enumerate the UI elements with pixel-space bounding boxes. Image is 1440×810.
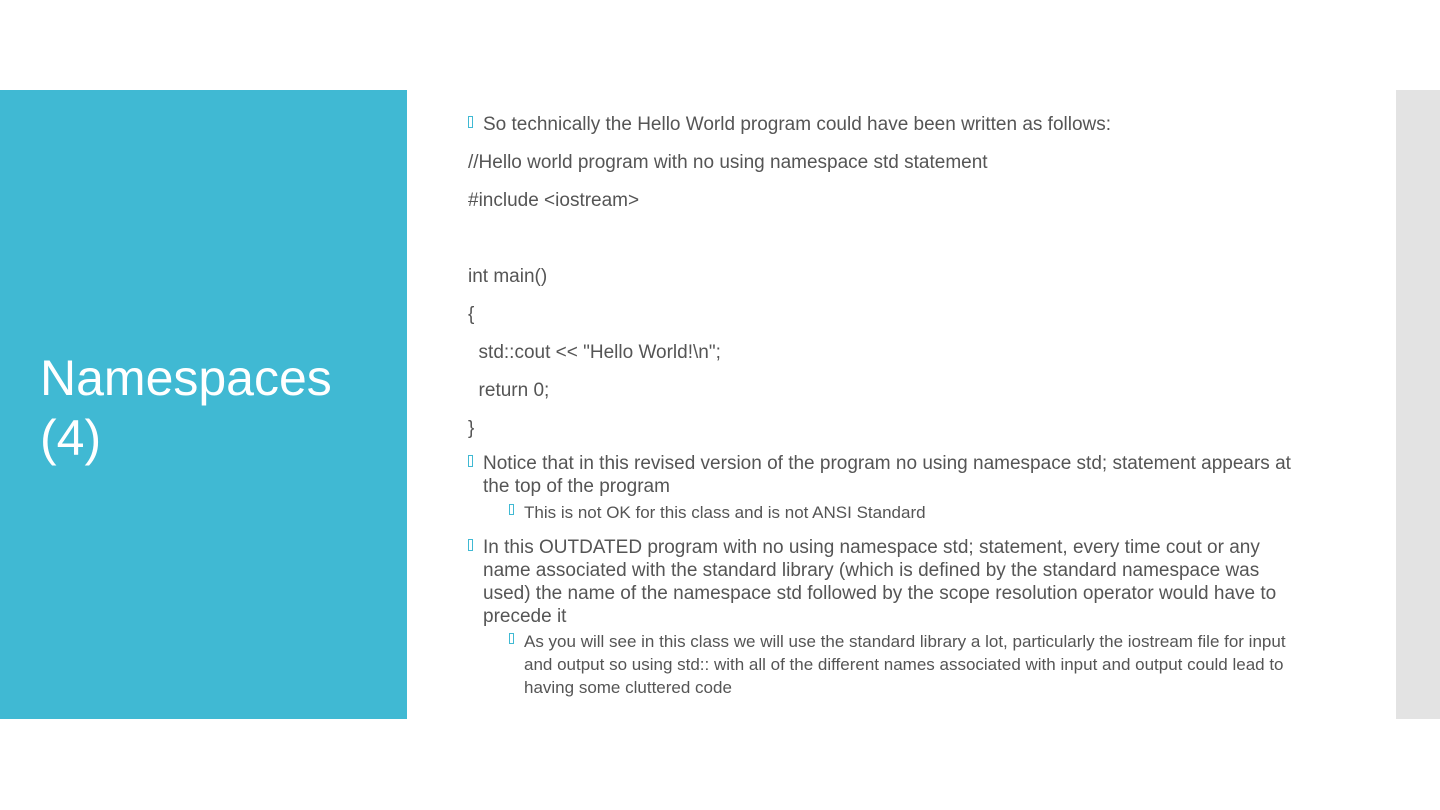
code-line: int main() [468, 266, 548, 287]
bullet-icon [468, 116, 473, 128]
code-line: //Hello world program with no using namespace std statement [468, 152, 988, 173]
bullet-icon [468, 539, 473, 551]
code-line: } [468, 418, 475, 439]
code-line: #include <iostream> [468, 190, 640, 211]
sub-bullet-item [509, 501, 1314, 524]
code-line: return 0; [468, 380, 550, 401]
code-line: std::cout << "Hello World!\n"; [468, 342, 721, 363]
sub-bullet-text: This is not OK for this class and is not ANSI Standard [524, 503, 926, 522]
bullet-item [468, 536, 1303, 628]
bullet-icon [509, 633, 514, 644]
bullet-item [468, 113, 1303, 136]
bullet-icon [468, 455, 473, 467]
bullet-text: In this OUTDATED program with no using namespace std; statement, every time cout or any name associated with the standard library (which is defined by the standard namespace was used) the name of the namespace std followed by the scope resolution operator would have to precede it [483, 537, 1277, 627]
bullet-item [468, 452, 1303, 498]
slide-title: Namespaces (4) [40, 350, 332, 466]
bullet-icon [509, 504, 514, 515]
bullet-text: So technically the Hello World program could have been written as follows: [483, 114, 1112, 135]
sub-bullet-item [509, 630, 1314, 699]
sub-bullet-text: As you will see in this class we will use the standard library a lot, particularly the iostream file for input and output so using std:: with all of the different names associated with input and output could lead to having some cluttered code [524, 632, 1286, 697]
right-decorative-strip [1396, 90, 1440, 719]
code-line: { [468, 304, 475, 325]
bullet-text: Notice that in this revised version of the program no using namespace std; statement appears at the top of the program [483, 453, 1291, 497]
